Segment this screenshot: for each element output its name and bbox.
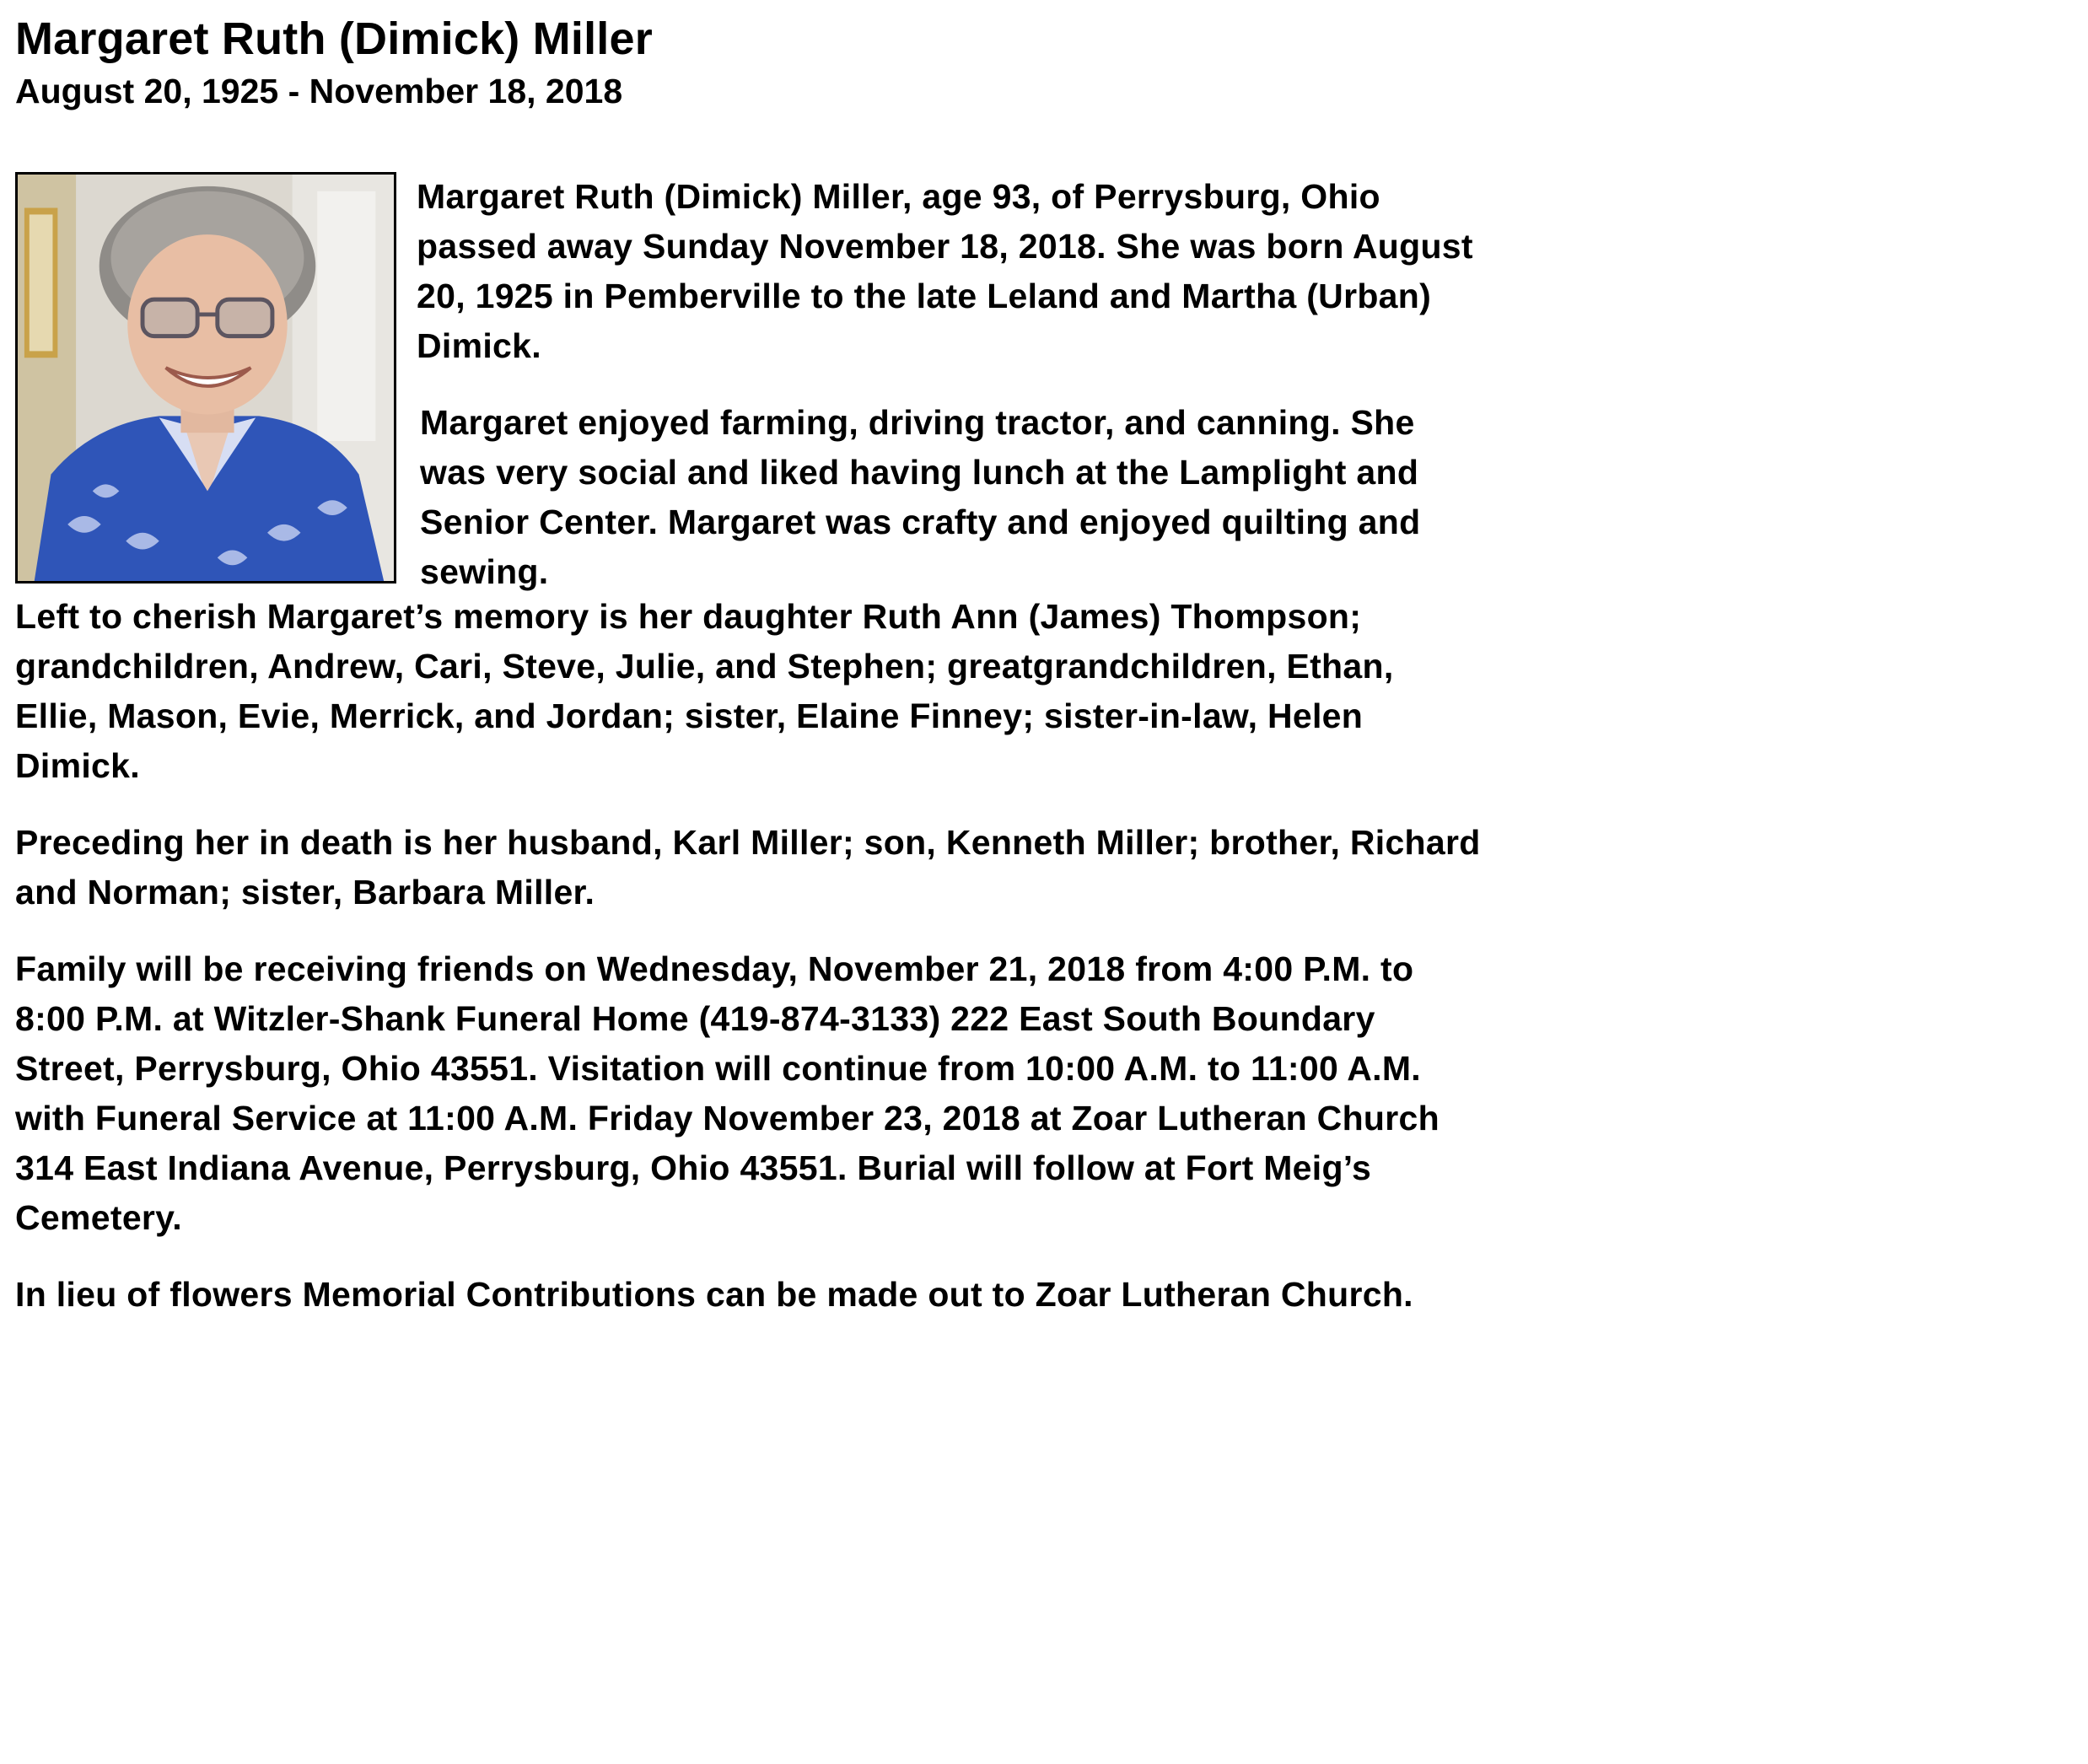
obituary-page (15, 12, 1483, 1320)
intro-section (15, 172, 1483, 592)
paragraph-survivors: Left to cherish Margaret’s memory is her daughter Ruth Ann (James) Thompson; grandchildren, Andrew, Cari, Steve, Julie, and Stephen; greatgrandchildren, Ethan, Ellie, Mason, Evie, Merrick, and Jordan; sister, Elaine Finney; sister-in-law, Helen Dimick. (15, 597, 1394, 785)
life-dates: August 20, 1925 - November 18, 2018 (15, 72, 623, 110)
deceased-name: Margaret Ruth (Dimick) Miller (15, 13, 653, 64)
paragraph-biography: Margaret Ruth (Dimick) Miller, age 93, of Perrysburg, Ohio passed away Sunday November 18, 2018. She was born August 20, 1925 in Pemberville to the late Leland and Martha (Urban) Dimick. (417, 177, 1473, 365)
portrait-illustration (18, 175, 394, 581)
intro-text (417, 172, 1479, 597)
paragraph-services: Family will be receiving friends on Wednesday, November 21, 2018 from 4:00 P.M. to 8:00 P.M. at Witzler-Shank Funeral Home (419-874-3133) 222 East South Boundary Street, Perrysburg, Ohio 43551. Visitation will continue from 10:00 A.M. to 11:00 A.M. with Funeral Service at 11:00 A.M. Friday November 23, 2018 at Zoar Lutheran Church 314 East Indiana Avenue, Perrysburg, Ohio 43551. Burial will follow at Fort Meig’s Cemetery. (15, 949, 1440, 1237)
paragraph-preceded: Preceding her in death is her husband, Karl Miller; son, Kenneth Miller; brother, Richard and Norman; sister, Barbara Miller. (15, 823, 1481, 912)
portrait-photo (15, 172, 396, 584)
paragraph-hobbies: Margaret enjoyed farming, driving tractor, and canning. She was very social and liked having lunch at the Lamplight and Senior Center. Margaret was crafty and enjoyed quilting and sewing. (420, 403, 1421, 591)
paragraph-memorials: In lieu of flowers Memorial Contributions can be made out to Zoar Lutheran Church. (15, 1275, 1413, 1314)
